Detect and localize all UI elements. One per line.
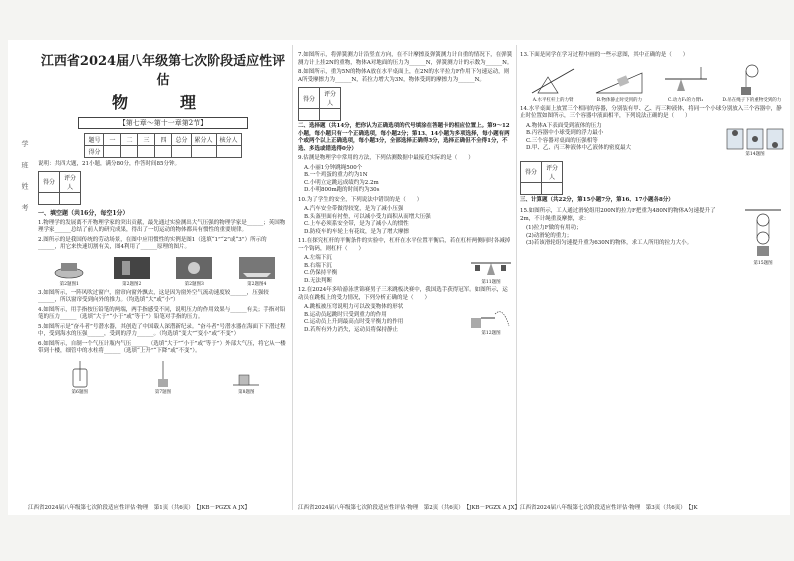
figure-row (38, 359, 288, 395)
option: D.小明800m跑的时间约为30s (304, 187, 380, 193)
question-9: 9.估测是物理学中常用的方法，下列估测数据中最接近实际的是（ ） (298, 155, 474, 161)
question-8: 8.如图所示，重为5N的物体A放在水平桌面上，在2N的水平拉力F作用下匀速运动，则A所受摩擦力为______N，若拉力增大为3N，物体受到的摩擦力为______N。 (298, 69, 510, 83)
grader-score-label: 得分 (39, 171, 60, 192)
figure: 第2题图4 (237, 255, 277, 287)
grader-score-label: 得分 (521, 161, 542, 182)
barometer-bottle-icon (65, 359, 95, 389)
figure: 第11题图 (469, 255, 513, 285)
page-footer: 江西省2024届八年级第七次阶段适应性评估·物理 第3页（共6页） 【JK (520, 505, 698, 511)
figure: 第8题图 (231, 359, 261, 395)
question-4: 4.如图所示，用手指按压铅笔的两端，两手指感受不同，说明压力的作用效果与______有关；手指对铅笔的压力______（选填“大于”“小于”或“等于”）铅笔对手指的压力。 (38, 306, 286, 320)
option: D.防疫车的车轮上有花纹，是为了增大摩擦 (304, 228, 409, 235)
figure: 第7题图 (148, 359, 178, 395)
option: D.甲、乙、丙三种液体中乙液体的密度最大 (526, 145, 631, 151)
column-1 (38, 50, 288, 398)
lever-icon (469, 255, 513, 279)
crane-lever-icon (528, 63, 578, 97)
question-14: 14.水平桌面上放置三个相同的容器，分别装有甲、乙、丙三种液体，将同一个小球分别放入三个容器中，静止时位置如图所示，三个容器中液面相平，下列说法正确的是（ ） (520, 105, 782, 119)
option: D.若所有外力消失，运动员将保持静止 (304, 326, 398, 333)
figure-row (520, 63, 785, 103)
stone-mill-icon (49, 255, 89, 281)
option: D.无法判断 (304, 277, 332, 284)
pulley-system-icon (741, 206, 785, 260)
question-part: (2)动滑轮的重力； (526, 232, 573, 239)
option: C.上车必须系安全带，是为了减小人的惯性 (304, 221, 409, 227)
question-11: 11.在探究杠杆的平衡条件的实验中，杠杆在水平位置平衡后，若在杠杆两侧同时各减掉一个钩码，则杠杆（ ） (298, 238, 511, 252)
pulley-weight-icon (727, 63, 777, 97)
block-on-table-icon (231, 359, 261, 389)
section-heading: 一、填空题（共16分，每空1分） (38, 209, 129, 217)
section-heading: 二、选择题（共14分，把你认为正确选项的代号填涂在答题卡的相应位置上。第9～12小题，每小题只有一个正确选项，每小题2分；第13、14小题为多项选择，每小题有两个或两个以上正确选项，每小题3分，全部选择正确得3分，选择正确但不全得1分，不选、多选或错选得0分） (298, 123, 510, 152)
option: A.汽车安全带做得较宽，是为了减小压强 (304, 206, 404, 212)
grader-score-label: 得分 (299, 88, 320, 109)
option: A.跳板被压弯说明力可以改变物体的形状 (304, 304, 404, 310)
question-part: (3)若该滑轮组匀速提升重为630N的物体，求工人所用的拉力大小。 (526, 240, 693, 246)
grader-box (298, 87, 341, 121)
figure: C.动力F₁的力臂l₁ (656, 63, 716, 103)
option: B.丙容器中小球受到的浮力最小 (526, 130, 604, 136)
question-2: 2.图所示的是我国传统的劳动场景，在图中应用惯性的实例是图1（选填“1”“2”或“3”）所示的______，用它来快速切割有关，图4利用了______原理的图片。 (38, 236, 267, 250)
exam-title: 江西省2024届八年级第七次阶段适应性评估 (40, 54, 286, 88)
option: C.运动员上升到最高点时受平衡力的作用 (304, 319, 404, 325)
grader-reviewer-label: 评分人 (542, 161, 563, 182)
option: C.三个容器对桌面的压强相等 (526, 137, 598, 144)
row-label: 得分 (85, 146, 104, 158)
instructions: 说明：共四大题，21小题，满分80分，作答时间85分钟。 (38, 161, 180, 167)
question-5: 5.如图所示是“奋斗者”号潜水器，其创造了中国载人深潜新纪录。“奋斗者”号潜水器在海面下下潜过程中，受到海水的压强______，受到的浮力______。（均选填“变大”“变小”或“不变”） (38, 323, 286, 337)
question-7: 7.如图所示，将弹簧测力计沿竖直方向，在不计摩擦及弹簧测力计自重的情况下，在弹簧测力计上挂2N的重物，物体A对地面的压力为______N，弹簧测力计的示数为______N。 (298, 52, 513, 66)
exam-sheet (8, 40, 790, 515)
option: C.小明立定跳远成绩约为2.2m (304, 179, 379, 186)
figure: 第14题图 (725, 123, 785, 157)
column-header: 总分 (172, 134, 191, 146)
option: B.右端下沉 (304, 262, 332, 269)
spring-scale-icon (148, 359, 178, 389)
column-2 (298, 50, 513, 336)
three-containers-icon (725, 123, 785, 151)
column-header: 三 (138, 134, 155, 146)
column-divider (516, 45, 517, 510)
option: C.仍保持平衡 (304, 270, 338, 276)
binding-margin: 学 班 姓 考 (21, 140, 29, 217)
question-12: 12.在2024年多哈游泳世锦赛男子三米跳板决赛中，我国选手获得冠军。如图所示，运动员在跳板上的受力情况，下列分析正确的是（ ） (298, 287, 508, 301)
figure: 第12题图 (469, 304, 513, 336)
option: B.运动员起跳时只受到重力的作用 (304, 311, 387, 318)
question-1: 1.物理学的发展离不开物理学家的突出贡献，最先通过实验测出大气压强的物理学家是______；英国物理学家______总结了前人的研究成果，得出了一切运动的物体都具有惯性的重要规律。 (38, 219, 286, 233)
figure: 第2题图2 (112, 255, 152, 287)
figure-row (38, 255, 288, 287)
diving-board-icon (469, 304, 513, 330)
option: A.左端下沉 (304, 255, 332, 261)
grader-reviewer-label: 评分人 (320, 88, 341, 109)
column-3 (520, 50, 785, 266)
question-6: 6.如图所示，自制一个气压计瓶内气压______（选填“大于”“小于”或“等于”）外部大气压，将它从一楼带到十楼，细管中的水柱将______（选填“上升”“下降”或“不变”）。 (38, 340, 286, 354)
option: A.物体A下表面受到液体的压力 (526, 122, 602, 129)
figure: 第2题图1 (49, 255, 89, 287)
section-heading: 三、计算题（共22分，第15小题7分，第16、17小题各8分） (520, 196, 674, 203)
figure: A.水平杠杆上的力臂 (523, 63, 583, 103)
subject-title: 物 理 (111, 93, 214, 112)
figure: 第6题图 (65, 359, 95, 395)
question-13: 13.下面是同学在学习过程中画的一些示意图，其中正确的是（ ） (520, 52, 689, 58)
boat-icon (237, 255, 277, 281)
question-3: 3.如图所示，一阵风吹过窗户，窗帘向窗外飘去，这是因为窗外空气流动速度较______，压强较______，所以窗帘受到向外的推力。（均选填“大”或“小”） (38, 289, 269, 303)
page-footer: 江西省2024届八年级第七次阶段适应性评估·物理 第1页（共6页） 【JKB－PGZX A JX】 (28, 505, 251, 511)
threshing-icon (112, 255, 152, 281)
incline-block-icon (594, 63, 644, 97)
figure: B.物体静止时受到的力 (589, 63, 649, 103)
grader-reviewer-label: 评分人 (60, 171, 81, 192)
grader-box (520, 161, 563, 195)
column-divider (292, 45, 293, 510)
grader-box (38, 171, 81, 205)
chapter-range: 【第七章～第十一章第2节】 (78, 117, 248, 129)
figure: 第15题图 (741, 206, 785, 266)
question-part: (1)拉力F做的有用功； (526, 225, 582, 231)
lever-force-icon (661, 63, 711, 97)
question-10: 10.为了学生的安全，下列说法中错误的是（ ） (298, 196, 423, 203)
score-table (84, 133, 241, 158)
column-header: 四 (155, 134, 172, 146)
column-header: 一 (104, 134, 121, 146)
cutting-icon (174, 255, 214, 281)
option: B.一个鸡蛋的重力约为1N (304, 172, 368, 178)
option: B.头盔里面有衬垫，可以减小受力面积从而增大压强 (304, 213, 431, 220)
option: A.小丽1分钟跳绳500个 (304, 164, 363, 171)
page-footer: 江西省2024届八年级第七次阶段适应性评估·物理 第2页（共6页） 【JKB－PGZX A JX】 (298, 505, 521, 511)
column-header: 二 (121, 134, 138, 146)
column-header: 核分人 (216, 134, 241, 146)
question-15: 15.如图所示，工人通过滑轮组用200N的拉力F把重为480N的物体A匀速提升了2m，不计绳重及摩擦，求： (520, 208, 716, 222)
row-label: 题号 (85, 134, 104, 146)
figure: D.吊在绳子下的重物受到的力 (722, 63, 782, 103)
column-header: 累分人 (191, 134, 216, 146)
figure: 第2题图3 (174, 255, 214, 287)
